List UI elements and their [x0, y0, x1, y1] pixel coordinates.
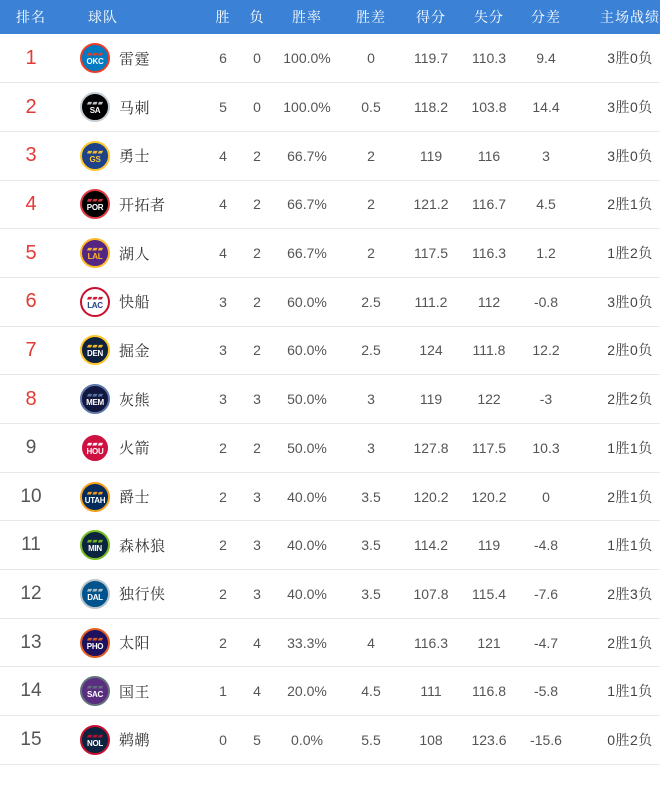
losses-cell: 3	[240, 570, 274, 619]
rank-cell: 1	[0, 34, 62, 83]
points-for-cell: 127.8	[402, 424, 460, 473]
games-behind-cell: 2.5	[340, 277, 402, 326]
header-wins[interactable]: 胜	[206, 0, 240, 34]
losses-cell: 4	[240, 667, 274, 716]
team-cell[interactable]	[62, 521, 206, 570]
point-diff-cell: 1.2	[518, 229, 574, 278]
table-row[interactable]	[0, 180, 660, 229]
wins-cell: 2	[206, 424, 240, 473]
home-record-cell: 1胜1负	[574, 424, 660, 473]
team-name: 掘金	[119, 342, 151, 360]
team-name: 灰熊	[119, 391, 151, 409]
losses-cell: 2	[240, 277, 274, 326]
win-pct-cell: 33.3%	[274, 618, 340, 667]
team-cell[interactable]	[62, 34, 206, 83]
losses-cell: 3	[240, 375, 274, 424]
table-row[interactable]	[0, 326, 660, 375]
points-against-cell: 110.3	[460, 34, 518, 83]
losses-cell: 2	[240, 424, 274, 473]
point-diff-cell: 14.4	[518, 83, 574, 132]
losses-cell: 5	[240, 716, 274, 765]
points-against-cell: 116.3	[460, 229, 518, 278]
rank-cell: 6	[0, 277, 62, 326]
team-cell[interactable]	[62, 180, 206, 229]
home-record-cell: 2胜1负	[574, 180, 660, 229]
team-logo-icon: ▰▰▰ DEN	[80, 335, 110, 365]
team-name: 爵士	[119, 489, 151, 507]
home-record-cell: 1胜1负	[574, 521, 660, 570]
point-diff-cell: 3	[518, 131, 574, 180]
point-diff-cell: 10.3	[518, 424, 574, 473]
rank-cell: 10	[0, 472, 62, 521]
header-losses[interactable]: 负	[240, 0, 274, 34]
header-row	[0, 0, 660, 34]
table-row[interactable]	[0, 375, 660, 424]
games-behind-cell: 2	[340, 131, 402, 180]
wins-cell: 3	[206, 375, 240, 424]
team-logo-icon: ▰▰▰ SA	[80, 92, 110, 122]
win-pct-cell: 40.0%	[274, 472, 340, 521]
team-cell[interactable]	[62, 570, 206, 619]
table-row[interactable]	[0, 131, 660, 180]
win-pct-cell: 40.0%	[274, 521, 340, 570]
team-name: 快船	[119, 294, 151, 312]
table-row[interactable]	[0, 521, 660, 570]
rank-cell: 11	[0, 521, 62, 570]
team-name: 勇士	[119, 148, 151, 166]
games-behind-cell: 4.5	[340, 667, 402, 716]
wins-cell: 5	[206, 83, 240, 132]
win-pct-cell: 0.0%	[274, 716, 340, 765]
team-name: 开拓者	[119, 196, 166, 214]
team-cell[interactable]	[62, 472, 206, 521]
table-row[interactable]	[0, 472, 660, 521]
rank-cell: 15	[0, 716, 62, 765]
rank-cell: 2	[0, 83, 62, 132]
table-row[interactable]	[0, 34, 660, 83]
team-abbr: POR	[86, 203, 104, 213]
team-abbr: DAL	[87, 592, 103, 602]
losses-cell: 2	[240, 131, 274, 180]
points-for-cell: 121.2	[402, 180, 460, 229]
team-cell[interactable]	[62, 131, 206, 180]
points-for-cell: 107.8	[402, 570, 460, 619]
wins-cell: 2	[206, 570, 240, 619]
win-pct-cell: 60.0%	[274, 277, 340, 326]
table-row[interactable]	[0, 667, 660, 716]
wins-cell: 6	[206, 34, 240, 83]
team-abbr: MIN	[88, 544, 102, 554]
header-point-diff[interactable]: 分差	[518, 0, 574, 34]
games-behind-cell: 0.5	[340, 83, 402, 132]
team-logo-icon: ▰▰▰ HOU	[80, 433, 110, 463]
points-for-cell: 119.7	[402, 34, 460, 83]
points-for-cell: 111.2	[402, 277, 460, 326]
losses-cell: 0	[240, 83, 274, 132]
point-diff-cell: 0	[518, 472, 574, 521]
points-against-cell: 103.8	[460, 83, 518, 132]
team-logo-icon: ▰▰▰ DAL	[80, 579, 110, 609]
losses-cell: 0	[240, 34, 274, 83]
win-pct-cell: 50.0%	[274, 424, 340, 473]
games-behind-cell: 0	[340, 34, 402, 83]
team-name: 马刺	[119, 99, 151, 117]
games-behind-cell: 3.5	[340, 521, 402, 570]
team-name: 国王	[119, 683, 151, 701]
games-behind-cell: 3.5	[340, 570, 402, 619]
win-pct-cell: 20.0%	[274, 667, 340, 716]
wins-cell: 4	[206, 229, 240, 278]
team-cell[interactable]	[62, 667, 206, 716]
team-cell[interactable]	[62, 277, 206, 326]
win-pct-cell: 60.0%	[274, 326, 340, 375]
header-home-record[interactable]: 主场战绩	[574, 0, 660, 34]
header-rank[interactable]: 排名	[0, 0, 62, 34]
team-abbr: MEM	[86, 398, 104, 408]
losses-cell: 3	[240, 521, 274, 570]
points-for-cell: 119	[402, 375, 460, 424]
points-for-cell: 108	[402, 716, 460, 765]
point-diff-cell: 4.5	[518, 180, 574, 229]
table-body	[0, 34, 660, 764]
team-cell[interactable]	[62, 716, 206, 765]
rank-cell: 14	[0, 667, 62, 716]
points-for-cell: 117.5	[402, 229, 460, 278]
point-diff-cell: -3	[518, 375, 574, 424]
points-for-cell: 116.3	[402, 618, 460, 667]
table-row[interactable]	[0, 570, 660, 619]
team-abbr: SAC	[87, 690, 103, 700]
points-against-cell: 120.2	[460, 472, 518, 521]
team-logo-icon: ▰▰▰ MEM	[80, 384, 110, 414]
table-row[interactable]	[0, 83, 660, 132]
wins-cell: 3	[206, 326, 240, 375]
team-abbr: NOL	[87, 738, 103, 748]
points-against-cell: 112	[460, 277, 518, 326]
team-abbr: LAL	[87, 252, 103, 262]
games-behind-cell: 2	[340, 229, 402, 278]
table-header	[0, 0, 660, 34]
points-against-cell: 117.5	[460, 424, 518, 473]
team-abbr: HOU	[86, 446, 104, 456]
team-cell[interactable]	[62, 618, 206, 667]
losses-cell: 4	[240, 618, 274, 667]
points-against-cell: 116.8	[460, 667, 518, 716]
rank-cell: 5	[0, 229, 62, 278]
team-abbr: DEN	[87, 349, 103, 359]
win-pct-cell: 66.7%	[274, 180, 340, 229]
points-against-cell: 123.6	[460, 716, 518, 765]
team-abbr: GS	[89, 154, 101, 164]
games-behind-cell: 3.5	[340, 472, 402, 521]
points-for-cell: 120.2	[402, 472, 460, 521]
home-record-cell: 2胜2负	[574, 375, 660, 424]
rank-cell: 3	[0, 131, 62, 180]
points-against-cell: 119	[460, 521, 518, 570]
home-record-cell: 3胜0负	[574, 277, 660, 326]
header-games-behind[interactable]: 胜差	[340, 0, 402, 34]
point-diff-cell: 12.2	[518, 326, 574, 375]
team-cell[interactable]	[62, 326, 206, 375]
team-name: 太阳	[119, 635, 151, 653]
team-name: 火箭	[119, 440, 151, 458]
win-pct-cell: 100.0%	[274, 83, 340, 132]
team-logo-icon: ▰▰▰ POR	[80, 189, 110, 219]
wins-cell: 4	[206, 131, 240, 180]
home-record-cell: 3胜0负	[574, 131, 660, 180]
rank-cell: 12	[0, 570, 62, 619]
games-behind-cell: 4	[340, 618, 402, 667]
games-behind-cell: 3	[340, 375, 402, 424]
wins-cell: 2	[206, 618, 240, 667]
team-logo-icon: ▰▰▰ NOL	[80, 725, 110, 755]
point-diff-cell: -15.6	[518, 716, 574, 765]
team-logo-icon: ▰▰▰ MIN	[80, 530, 110, 560]
losses-cell: 3	[240, 472, 274, 521]
wins-cell: 0	[206, 716, 240, 765]
wins-cell: 1	[206, 667, 240, 716]
team-logo-icon: ▰▰▰ UTAH	[80, 482, 110, 512]
wins-cell: 2	[206, 521, 240, 570]
rank-cell: 8	[0, 375, 62, 424]
table-row[interactable]	[0, 277, 660, 326]
team-cell[interactable]	[62, 83, 206, 132]
point-diff-cell: 9.4	[518, 34, 574, 83]
rank-cell: 4	[0, 180, 62, 229]
losses-cell: 2	[240, 180, 274, 229]
games-behind-cell: 5.5	[340, 716, 402, 765]
points-against-cell: 111.8	[460, 326, 518, 375]
table-row[interactable]	[0, 716, 660, 765]
home-record-cell: 3胜0负	[574, 34, 660, 83]
losses-cell: 2	[240, 229, 274, 278]
home-record-cell: 1胜1负	[574, 667, 660, 716]
win-pct-cell: 66.7%	[274, 229, 340, 278]
team-logo-icon: ▰▰▰ PHO	[80, 628, 110, 658]
team-name: 森林狼	[119, 537, 166, 555]
team-abbr: PHO	[86, 641, 104, 651]
team-cell[interactable]	[62, 375, 206, 424]
team-name: 独行侠	[119, 586, 166, 604]
home-record-cell: 2胜1负	[574, 472, 660, 521]
team-logo-icon: ▰▰▰ SAC	[80, 676, 110, 706]
home-record-cell: 2胜3负	[574, 570, 660, 619]
header-points-against[interactable]: 失分	[460, 0, 518, 34]
home-record-cell: 1胜2负	[574, 229, 660, 278]
wins-cell: 3	[206, 277, 240, 326]
win-pct-cell: 100.0%	[274, 34, 340, 83]
points-for-cell: 114.2	[402, 521, 460, 570]
points-against-cell: 122	[460, 375, 518, 424]
header-team[interactable]: 球队	[62, 0, 206, 34]
wins-cell: 2	[206, 472, 240, 521]
team-logo-icon: ▰▰▰ LAL	[80, 238, 110, 268]
point-diff-cell: -4.7	[518, 618, 574, 667]
home-record-cell: 0胜2负	[574, 716, 660, 765]
wins-cell: 4	[206, 180, 240, 229]
team-abbr: LAC	[87, 300, 103, 310]
point-diff-cell: -5.8	[518, 667, 574, 716]
point-diff-cell: -7.6	[518, 570, 574, 619]
table-row[interactable]	[0, 618, 660, 667]
team-cell[interactable]	[62, 229, 206, 278]
games-behind-cell: 3	[340, 424, 402, 473]
team-logo-icon: ▰▰▰ LAC	[80, 287, 110, 317]
team-cell[interactable]	[62, 424, 206, 473]
home-record-cell: 3胜0负	[574, 83, 660, 132]
header-points-for[interactable]: 得分	[402, 0, 460, 34]
win-pct-cell: 40.0%	[274, 570, 340, 619]
points-against-cell: 116.7	[460, 180, 518, 229]
table-row[interactable]	[0, 229, 660, 278]
table-row[interactable]	[0, 424, 660, 473]
rank-cell: 9	[0, 424, 62, 473]
team-abbr: OKC	[86, 57, 104, 67]
win-pct-cell: 66.7%	[274, 131, 340, 180]
team-name: 湖人	[119, 245, 151, 263]
games-behind-cell: 2.5	[340, 326, 402, 375]
home-record-cell: 2胜0负	[574, 326, 660, 375]
points-against-cell: 115.4	[460, 570, 518, 619]
rank-cell: 7	[0, 326, 62, 375]
rank-cell: 13	[0, 618, 62, 667]
games-behind-cell: 2	[340, 180, 402, 229]
points-for-cell: 111	[402, 667, 460, 716]
losses-cell: 2	[240, 326, 274, 375]
point-diff-cell: -0.8	[518, 277, 574, 326]
team-abbr: UTAH	[84, 495, 106, 505]
points-for-cell: 119	[402, 131, 460, 180]
team-name: 雷霆	[119, 50, 151, 68]
team-abbr: SA	[89, 106, 101, 116]
points-for-cell: 124	[402, 326, 460, 375]
point-diff-cell: -4.8	[518, 521, 574, 570]
home-record-cell: 2胜1负	[574, 618, 660, 667]
team-logo-icon: ▰▰▰ GS	[80, 141, 110, 171]
team-logo-icon: ▰▰▰ OKC	[80, 43, 110, 73]
team-name: 鹈鹕	[119, 732, 151, 750]
points-against-cell: 121	[460, 618, 518, 667]
points-for-cell: 118.2	[402, 83, 460, 132]
win-pct-cell: 50.0%	[274, 375, 340, 424]
points-against-cell: 116	[460, 131, 518, 180]
header-win-pct[interactable]: 胜率	[274, 0, 340, 34]
